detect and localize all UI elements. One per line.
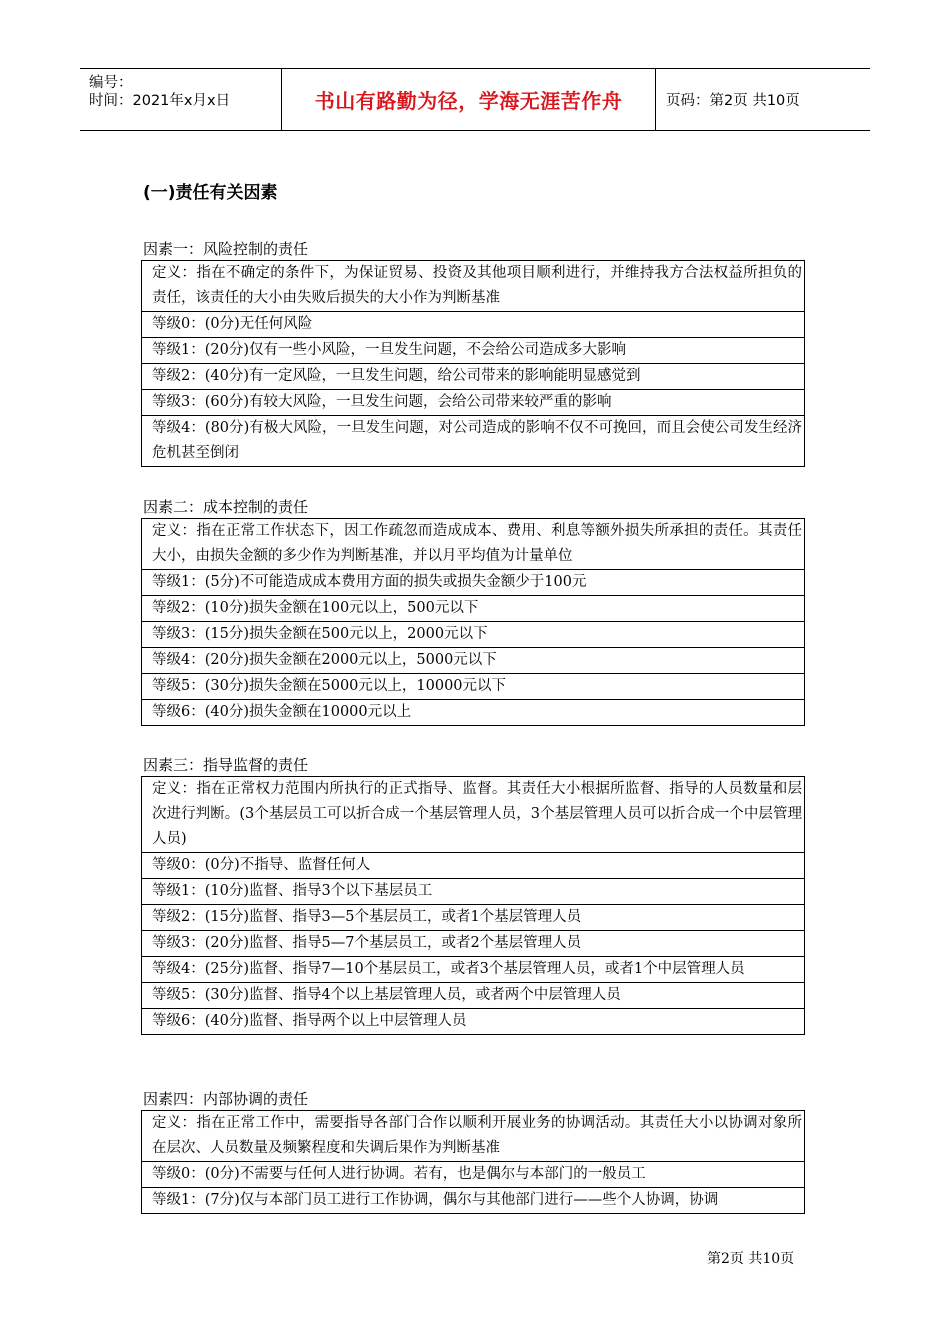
level-cell: 等级3：(15分)损失金额在500元以上，2000元以下 (142, 622, 805, 648)
level-cell: 等级1：(5分)不可能造成成本费用方面的损失或损失金额少于100元 (142, 570, 805, 596)
table-row (142, 700, 805, 726)
table-row (142, 1009, 805, 1035)
table-row (142, 338, 805, 364)
level-cell: 等级4：(20分)损失金额在2000元以上，5000元以下 (142, 648, 805, 674)
factor-table (141, 1110, 805, 1214)
level-cell: 等级4：(25分)监督、指导7—10个基层员工，或者3个基层管理人员，或者1个中层管理人员 (142, 957, 805, 983)
level-cell: 等级1：(20分)仅有一些小风险，一旦发生问题，不会给公司造成多大影响 (142, 338, 805, 364)
definition-cell: 定义：指在正常工作状态下，因工作疏忽而造成成本、费用、利息等额外损失所承担的责任。其责任大小，由损失金额的多少作为判断基准，并以月平均值为计量单位 (142, 519, 805, 570)
header-page-number: 页码：第2页 共10页 (666, 93, 800, 109)
definition-cell: 定义：指在正常工作中，需要指导各部门合作以顺利开展业务的协调活动。其责任大小以协调对象所在层次、人员数量及频繁程度和失调后果作为判断基准 (142, 1111, 805, 1162)
table-row (142, 261, 805, 312)
level-cell: 等级6：(40分)损失金额在10000元以上 (142, 700, 805, 726)
level-cell: 等级2：(40分)有一定风险，一旦发生问题，给公司带来的影响能明显感觉到 (142, 364, 805, 390)
page-header (80, 68, 870, 131)
table-row (142, 364, 805, 390)
document-time-label: 时间：2021年x月x日 (89, 93, 231, 109)
level-cell: 等级3：(60分)有较大风险，一旦发生问题，会给公司带来较严重的影响 (142, 390, 805, 416)
level-cell: 等级1：(7分)仅与本部门员工进行工作协调，偶尔与其他部门进行——些个人协调，协调 (142, 1188, 805, 1214)
table-row (142, 1162, 805, 1188)
header-page-cell (656, 69, 870, 130)
level-cell: 等级2：(15分)监督、指导3—5个基层员工，或者1个基层管理人员 (142, 905, 805, 931)
factor-table (141, 260, 805, 467)
level-cell: 等级2：(10分)损失金额在100元以上，500元以下 (142, 596, 805, 622)
table-row (142, 879, 805, 905)
factor-table (141, 776, 805, 1035)
header-motto-cell (281, 69, 656, 130)
table-row (142, 905, 805, 931)
table-row (142, 390, 805, 416)
factor-title: 因素一：风险控制的责任 (143, 240, 309, 258)
page-footer: 第2页 共10页 (707, 1251, 795, 1267)
level-cell: 等级1：(10分)监督、指导3个以下基层员工 (142, 879, 805, 905)
table-row (142, 777, 805, 853)
table-row (142, 983, 805, 1009)
factor-title: 因素二：成本控制的责任 (143, 498, 309, 516)
section-title: (一)责任有关因素 (143, 183, 278, 203)
level-cell: 等级4：(80分)有极大风险，一旦发生问题，对公司造成的影响不仅不可挽回，而且会使公司发生经济危机甚至倒闭 (142, 416, 805, 467)
table-row (142, 596, 805, 622)
table-row (142, 622, 805, 648)
level-cell: 等级0：(0分)无任何风险 (142, 312, 805, 338)
table-row (142, 1188, 805, 1214)
definition-cell: 定义：指在不确定的条件下，为保证贸易、投资及其他项目顺利进行，并维持我方合法权益所担负的责任，该责任的大小由失败后损失的大小作为判断基准 (142, 261, 805, 312)
table-row (142, 853, 805, 879)
factor-title: 因素四：内部协调的责任 (143, 1090, 309, 1108)
header-meta (80, 69, 281, 130)
level-cell: 等级5：(30分)损失金额在5000元以上，10000元以下 (142, 674, 805, 700)
definition-cell: 定义：指在正常权力范围内所执行的正式指导、监督。其责任大小根据所监督、指导的人员数量和层次进行判断。(3个基层员工可以折合成一个基层管理人员，3个基层管理人员可以折合成一个中层管理人员) (142, 777, 805, 853)
factor-title: 因素三：指导监督的责任 (143, 756, 309, 774)
table-row (142, 519, 805, 570)
document-number-label: 编号： (89, 75, 133, 91)
table-row (142, 931, 805, 957)
level-cell: 等级3：(20分)监督、指导5—7个基层员工，或者2个基层管理人员 (142, 931, 805, 957)
table-row (142, 674, 805, 700)
table-row (142, 648, 805, 674)
level-cell: 等级0：(0分)不需要与任何人进行协调。若有，也是偶尔与本部门的一般员工 (142, 1162, 805, 1188)
table-row (142, 312, 805, 338)
level-cell: 等级6：(40分)监督、指导两个以上中层管理人员 (142, 1009, 805, 1035)
factor-table (141, 518, 805, 726)
table-row (142, 1111, 805, 1162)
table-row (142, 570, 805, 596)
table-row (142, 957, 805, 983)
level-cell: 等级0：(0分)不指导、监督任何人 (142, 853, 805, 879)
level-cell: 等级5：(30分)监督、指导4个以上基层管理人员，或者两个中层管理人员 (142, 983, 805, 1009)
header-motto: 书山有路勤为径，学海无涯苦作舟 (314, 89, 623, 113)
table-row (142, 416, 805, 467)
